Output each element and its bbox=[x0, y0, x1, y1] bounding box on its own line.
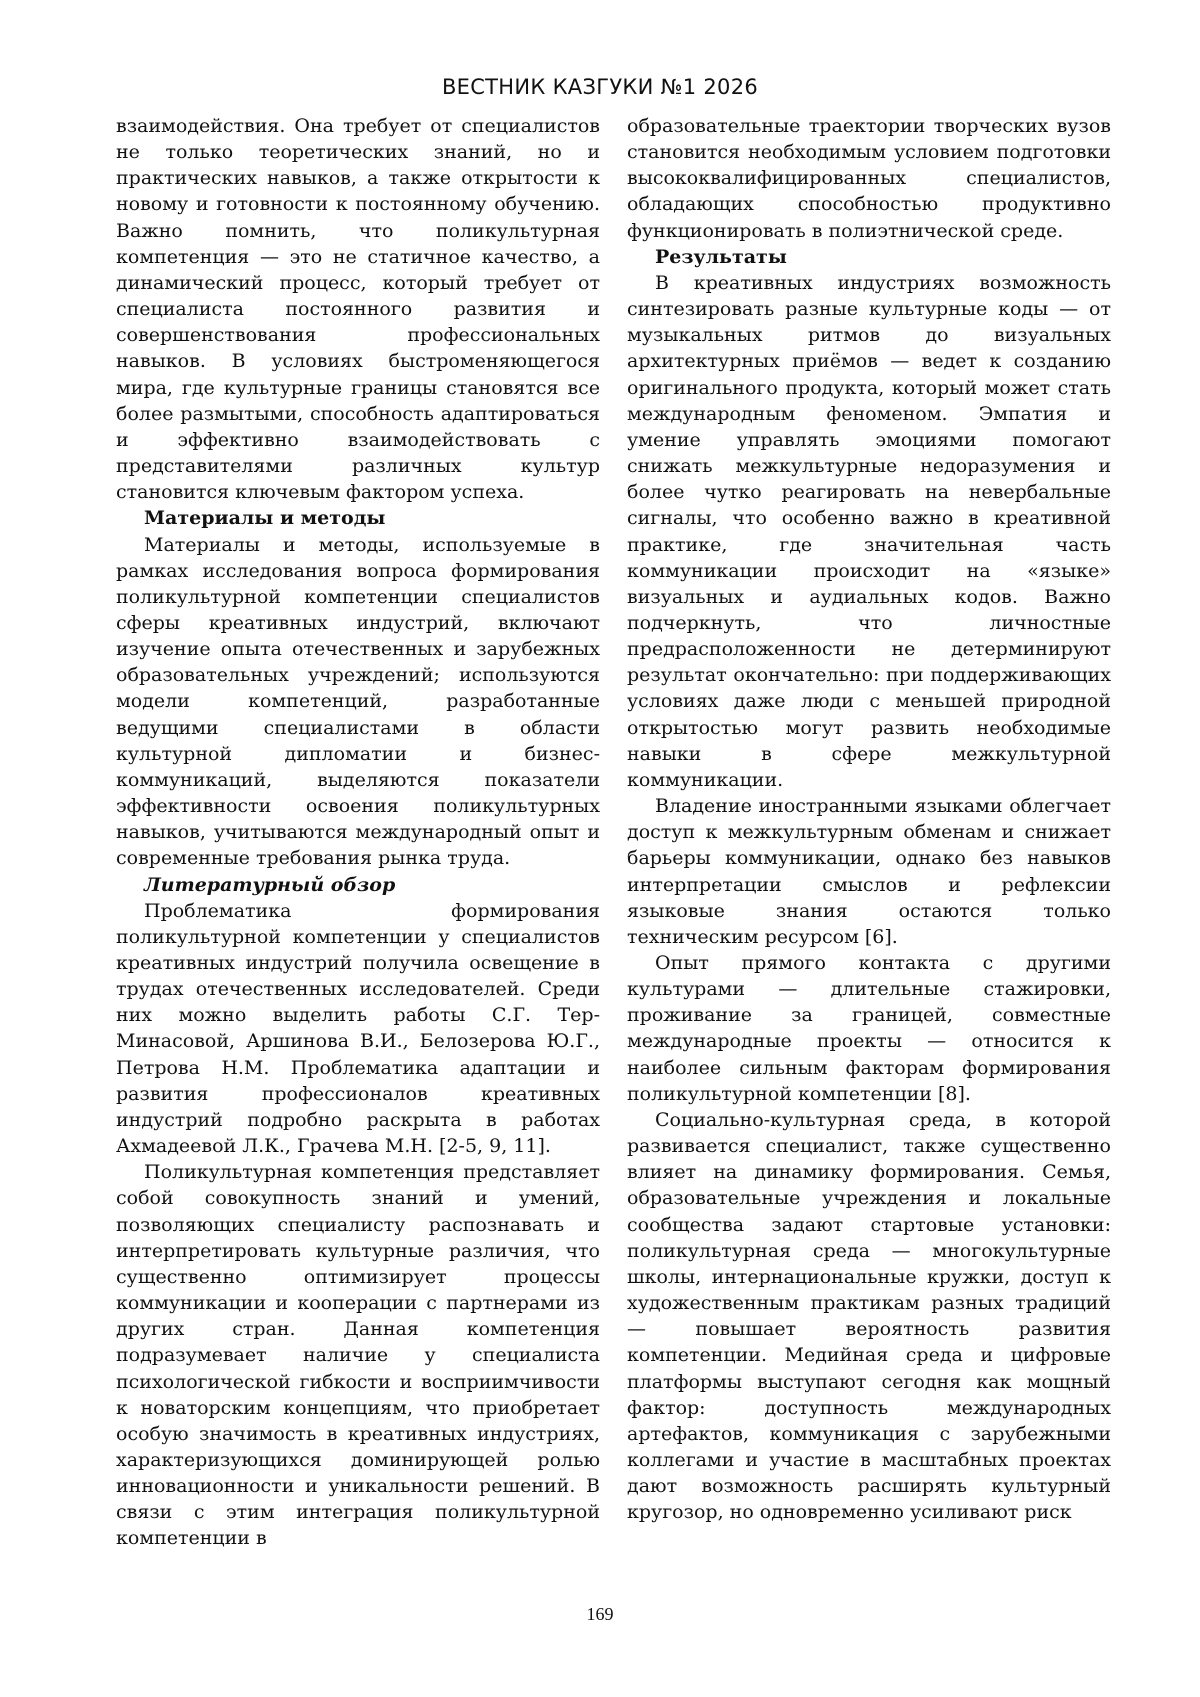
left-column bbox=[116, 113, 600, 1552]
section-heading-methods: Материалы и методы bbox=[144, 507, 386, 530]
paragraph-review-1: Проблематика формирования поликультурной компетенции у специалистов креативных индустрий получила освещение в трудах отечественных исследователей. Среди них можно выделить работы С.Г. Тер-Минасовой, Аршинова В.И., Белозерова Ю.Г., Петрова Н.М. Проблематика адаптации и развития профессионалов креативных индустрий подробно раскрыта в работах Ахмадеевой Л.К., Грачева М.Н. [2-5, 9, 11]. bbox=[116, 899, 600, 1158]
paragraph-results-3: Опыт прямого контакта с другими культурами — длительные стажировки, проживание за границей, совместные международные проекты — относится к наиболее сильным факторам формирования поликультурной компетенции [8]. bbox=[627, 952, 1111, 1105]
section-heading-literature-review: Литературный обзор bbox=[144, 873, 396, 896]
paragraph-results-1: В креативных индустриях возможность синтезировать разные культурные коды — от музыкальных ритмов до визуальных архитектурных приёмов — ведет к созданию оригинального продукта, который может стать международным феноменом. Эмпатия и умение управлять эмоциями помогают снижать межкультурные недоразумения и более чутко реагировать на невербальные сигналы, что особенно важно в креативной практике, где значительная часть коммуникации происходит на «языке» визуальных и аудиальных кодов. Важно подчеркнуть, что личностные предрасположенности не детерминируют результат окончательно: при поддерживающих условиях даже люди с меньшей природной открытостью могут развить необходимые навыки в сфере межкультурной коммуникации. bbox=[627, 271, 1111, 791]
paragraph-results-2: Владение иностранными языками облегчает доступ к межкультурным обменам и снижает барьеры коммуникации, однако без навыков интерпретации смыслов и рефлексии языковые знания остаются только техническим ресурсом [6]. bbox=[627, 795, 1111, 948]
journal-header: ВЕСТНИК КАЗГУКИ №1 2026 bbox=[441, 75, 759, 99]
right-column bbox=[627, 113, 1111, 1525]
paragraph-review-2: Поликультурная компетенция представляет собой совокупность знаний и умений, позволяющих специалисту распознавать и интерпретировать культурные различия, что существенно оптимизирует процессы коммуникации и кооперации с партнерами из других стран. Данная компетенция подразумевает наличие у специалиста психологической гибкости и восприимчивости к новаторским концепциям, что приобретает особую значимость в креативных индустриях, характеризующихся доминирующей ролью инновационности и уникальности решений. В связи с этим интеграция поликультурной компетенции в bbox=[116, 1161, 600, 1550]
paragraph-continuation: образовательные траектории творческих вузов становится необходимым условием подготовки высококвалифицированных специалистов, обладающих способностью продуктивно функционировать в полиэтнической среде. bbox=[627, 115, 1111, 242]
paragraph-intro-continuation: взаимодействия. Она требует от специалистов не только теоретических знаний, но и практических навыков, а также открытости к новому и готовности к постоянному обучению. Важно помнить, что поликультурная компетенция — это не статичное качество, а динамический процесс, который требует от специалиста постоянного развития и совершенствования профессиональных навыков. В условиях быстроменяющегося мира, где культурные границы становятся все более размытыми, способность адаптироваться и эффективно взаимодействовать с представителями различных культур становится ключевым фактором успеха. bbox=[116, 115, 600, 504]
page-number: 169 bbox=[586, 1604, 614, 1624]
section-heading-results: Результаты bbox=[655, 245, 787, 268]
paragraph-methods: Материалы и методы, используемые в рамках исследования вопроса формирования поликультурной компетенции специалистов сферы креативных индустрий, включают изучение опыта отечественных и зарубежных образовательных учреждений; используются модели компетенций, разработанные ведущими специалистами в области культурной дипломатии и бизнес-коммуникаций, выделяются показатели эффективности освоения поликультурных навыков, учитываются международный опыт и современные требования рынка труда. bbox=[116, 533, 600, 870]
paragraph-results-4: Социально-культурная среда, в которой развивается специалист, также существенно влияет на динамику формирования. Семья, образовательные учреждения и локальные сообщества задают стартовые установки: поликультурная среда — многокультурные школы, интернациональные кружки, доступ к художественным практикам разных традиций — повышает вероятность развития компетенции. Медийная среда и цифровые платформы выступают сегодня как мощный фактор: доступность международных артефактов, коммуникация с зарубежными коллегами и участие в масштабных проектах дают возможность расширять культурный кругозор, но одновременно усиливают риск bbox=[627, 1108, 1111, 1524]
